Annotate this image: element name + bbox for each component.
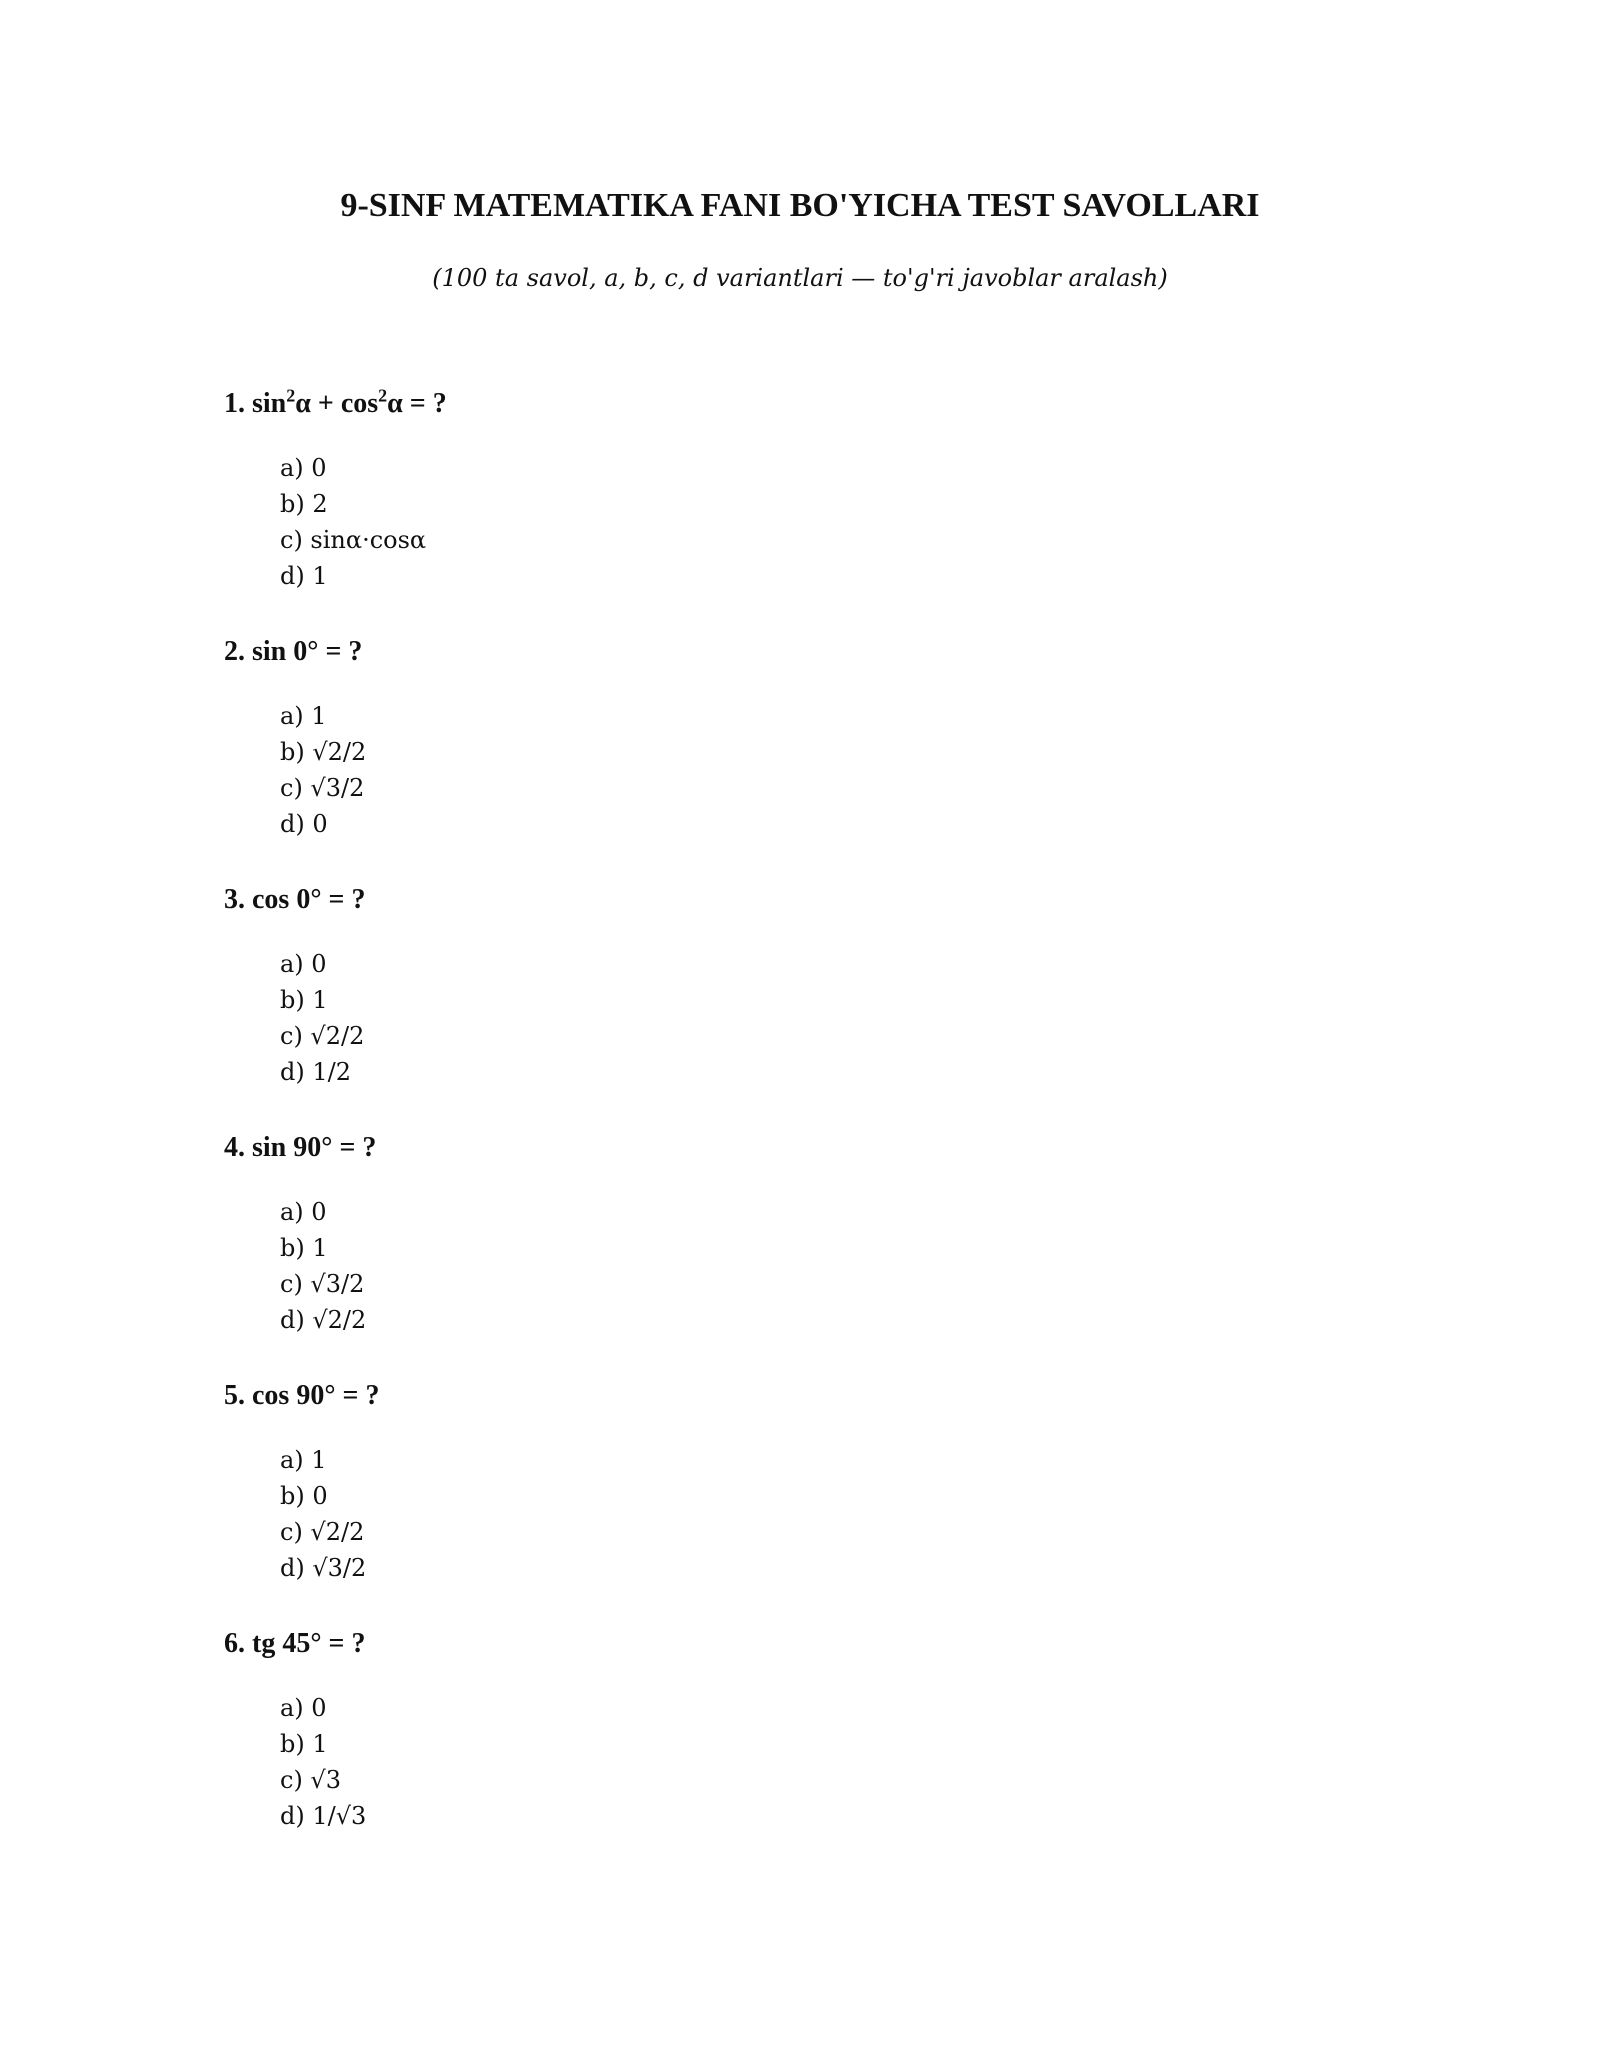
option-b: b) √2/2 [280,738,367,766]
question-text: 3. cos 0° = ? [224,884,366,915]
option-a: a) 1 [280,1446,327,1474]
answer-options [280,450,1374,594]
superscript: 2 [378,385,388,406]
option-d: d) 1/√3 [280,1802,367,1830]
question-text: 2. sin 0° = ? [224,636,363,667]
question-text: 4. sin 90° = ? [224,1132,377,1163]
superscript: 2 [286,385,296,406]
option-a: a) 0 [280,1694,327,1722]
question-text: 6. tg 45° = ? [224,1628,366,1659]
question-5 [224,1378,1374,1586]
question-2 [224,634,1374,842]
option-d: d) √3/2 [280,1554,367,1582]
answer-options [280,1442,1374,1586]
answer-options [280,698,1374,842]
option-d: d) 0 [280,810,328,838]
option-a: a) 0 [280,950,327,978]
question-text: 5. cos 90° = ? [224,1380,380,1411]
option-b: b) 1 [280,986,328,1014]
question-6 [224,1626,1374,1834]
option-b: b) 1 [280,1234,328,1262]
question-1 [224,386,1374,594]
option-a: a) 1 [280,702,327,730]
option-b: b) 2 [280,490,328,518]
option-b: b) 0 [280,1482,328,1510]
answer-options [280,946,1374,1090]
option-d: d) √2/2 [280,1306,367,1334]
option-c: c) √3/2 [280,1270,365,1298]
question-text [224,386,1374,422]
question-4 [224,1130,1374,1338]
option-d: d) 1 [280,562,328,590]
option-c: c) √3 [280,1766,341,1794]
option-c: c) sinα·cosα [280,526,427,554]
option-b: b) 1 [280,1730,328,1758]
option-a: a) 0 [280,454,327,482]
answer-options [280,1690,1374,1834]
document-subtitle: (100 ta savol, a, b, c, d variantlari — to'g'ri javoblar aralash) [432,264,1168,292]
question-text-part: α = ? [387,388,447,419]
answer-options [280,1194,1374,1338]
question-text-part: 1. sin [224,388,287,419]
question-text-part: α + cos [295,388,379,419]
option-c: c) √2/2 [280,1022,365,1050]
option-d: d) 1/2 [280,1058,351,1086]
option-c: c) √2/2 [280,1518,365,1546]
document-title: 9-SINF MATEMATIKA FANI BO'YICHA TEST SAVOLLARI [340,187,1260,224]
question-3 [224,882,1374,1090]
option-a: a) 0 [280,1198,327,1226]
option-c: c) √3/2 [280,774,365,802]
